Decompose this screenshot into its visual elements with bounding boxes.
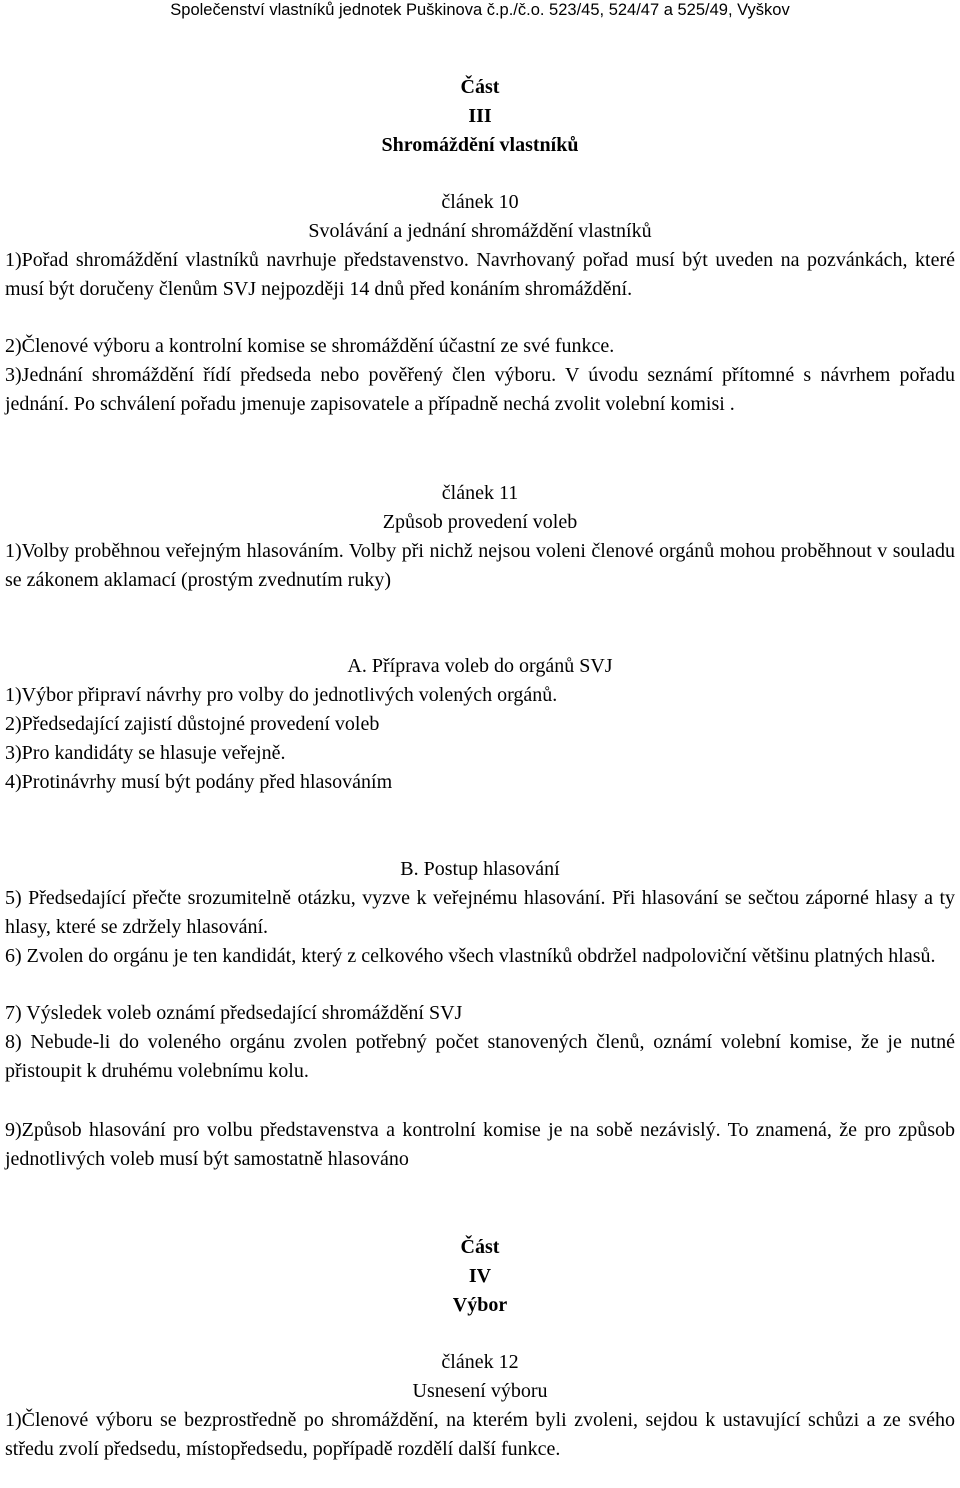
part-heading: Část bbox=[460, 76, 500, 98]
section-a-title: A. Příprava voleb do orgánů SVJ bbox=[347, 655, 613, 677]
part-numeral: IV bbox=[468, 1265, 492, 1287]
part-heading: Část bbox=[460, 1236, 500, 1258]
part-title: Výbor bbox=[452, 1294, 508, 1316]
article-title: Usnesení výboru bbox=[412, 1380, 548, 1402]
section-b-paragraph-5: 5) Předsedající přečte srozumitelně otázku, vyzve k veřejnému hlasování. Při hlasování se sečtou záporné hlasy a ty hlasy, které se zdržely hlasování. bbox=[5, 887, 955, 938]
section-a-item: 4)Protinávrhy musí být podány před hlasováním bbox=[5, 771, 393, 793]
article11-paragraph-1: 1)Volby proběhnou veřejným hlasováním. Volby při nichž nejsou voleni členové orgánů mohou proběhnout v souladu se zákonem aklamací (prostým zvednutím ruky) bbox=[5, 540, 955, 591]
section-b-paragraph-8: 8) Nebude-li do voleného orgánu zvolen potřebný počet stanovených členů, oznámí volební komise, že je nutné přistoupit k druhému volebnímu kolu. bbox=[5, 1031, 955, 1082]
article-label: článek 12 bbox=[441, 1351, 519, 1373]
section-b-title: B. Postup hlasování bbox=[400, 858, 560, 880]
part-numeral: III bbox=[468, 105, 492, 127]
article10-paragraph-3: 3)Jednání shromáždění řídí předseda nebo pověřený člen výboru. V úvodu seznámí přítomné s návrhem pořadu jednání. Po schválení pořadu jmenuje zapisovatele a případně nechá zvolit volební komisi . bbox=[5, 364, 955, 415]
article10-paragraph-2: 2)Členové výboru a kontrolní komise se shromáždění účastní ze své funkce. bbox=[5, 335, 615, 357]
part-title: Shromáždění vlastníků bbox=[381, 134, 579, 156]
article12-paragraph-1: 1)Členové výboru se bezprostředně po shromáždění, na kterém byli zvoleni, sejdou k ustavující schůzi a ze svého středu zvolí předsedu, místopředsedu, popřípadě rozdělí další funkce. bbox=[5, 1409, 955, 1460]
article-label: článek 11 bbox=[441, 482, 519, 504]
article10-paragraph-1: 1)Pořad shromáždění vlastníků navrhuje představenstvo. Navrhovaný pořad musí být uveden na pozvánkách, které musí být doručeny členům SVJ nejpozději 14 dnů před konáním shromáždění. bbox=[5, 249, 955, 300]
section-b-paragraph-9: 9)Způsob hlasování pro volbu představenstva a kontrolní komise je na sobě nezávislý. To znamená, že pro způsob jednotlivých voleb musí být samostatně hlasováno bbox=[5, 1119, 955, 1170]
article-title: Svolávání a jednání shromáždění vlastníků bbox=[308, 220, 652, 242]
article-label: článek 10 bbox=[441, 191, 519, 213]
section-b-paragraph-6: 6) Zvolen do orgánu je ten kandidát, který z celkového všech vlastníků obdržel nadpoloviční většinu platných hlasů. bbox=[5, 945, 936, 967]
section-a-item: 1)Výbor připraví návrhy pro volby do jednotlivých volených orgánů. bbox=[5, 684, 558, 706]
article-title: Způsob provedení voleb bbox=[382, 511, 578, 533]
running-header: Společenství vlastníků jednotek Puškinova č.p./č.o. 523/45, 524/47 a 525/49, Vyškov bbox=[170, 1, 790, 19]
section-a-item: 3)Pro kandidáty se hlasuje veřejně. bbox=[5, 742, 286, 764]
section-b-paragraph-7: 7) Výsledek voleb oznámí předsedající shromáždění SVJ bbox=[5, 1002, 463, 1024]
section-a-item: 2)Předsedající zajistí důstojné provedení voleb bbox=[5, 713, 380, 735]
